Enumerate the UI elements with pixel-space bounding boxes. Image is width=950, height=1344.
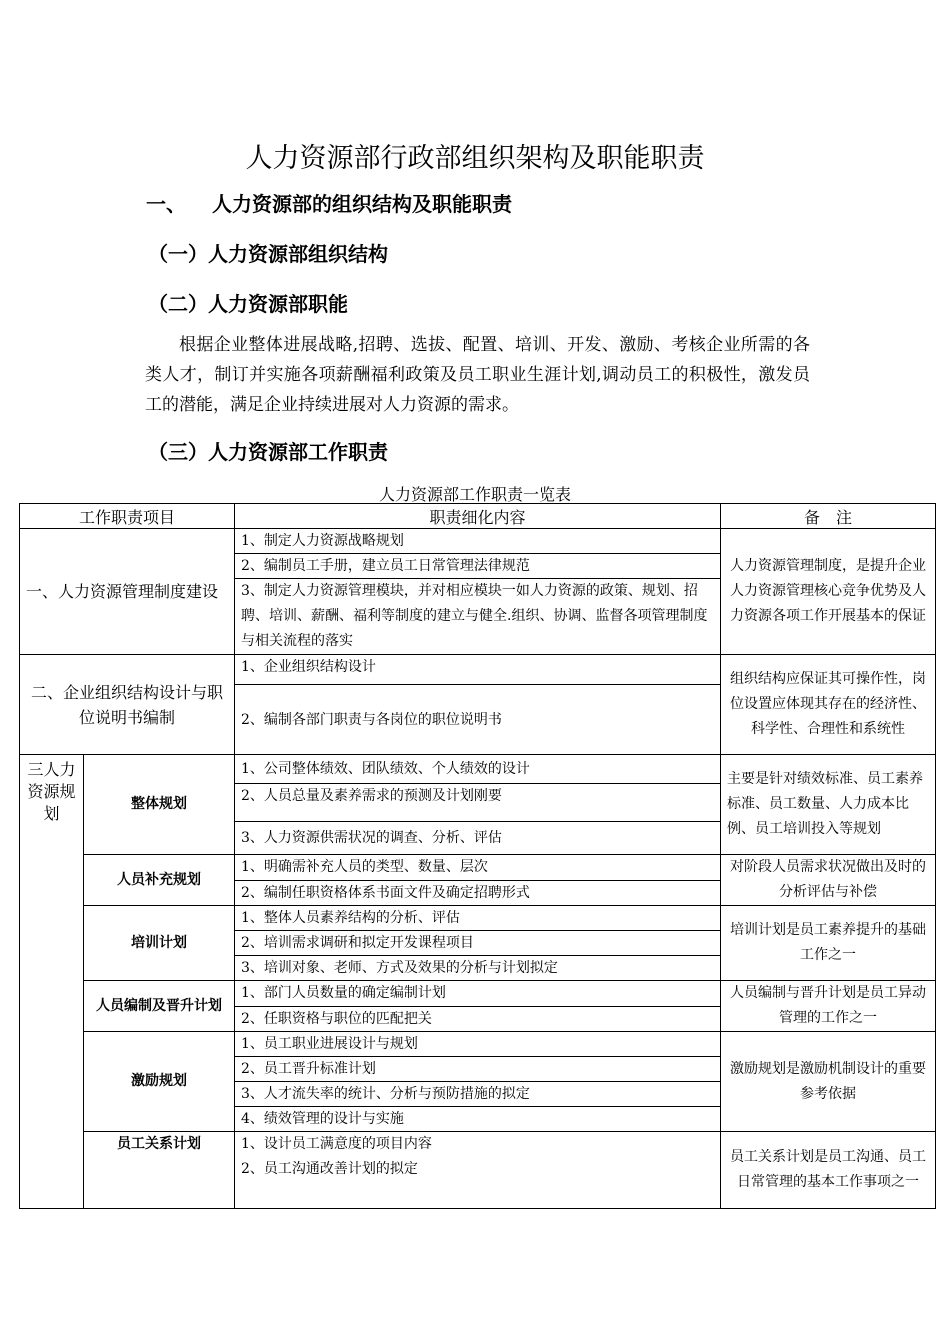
note-cell: 激励规划是激励机制设计的重要参考依据 xyxy=(721,1032,936,1132)
table-row xyxy=(20,906,936,931)
duty-cell: 1、制定人力资源战略规划 xyxy=(235,529,721,554)
page-title: 人力资源部行政部组织架构及职能职责 xyxy=(245,143,705,174)
table-header-row xyxy=(20,504,936,529)
header-item: 工作职责项目 xyxy=(20,504,235,529)
table-row xyxy=(20,655,936,685)
duty-cell: 3、人才流失率的统计、分析与预防措施的拟定 xyxy=(235,1082,721,1107)
subheading-structure: （一）人力资源部组织结构 xyxy=(148,242,388,266)
table-row xyxy=(20,529,936,554)
group-name: 人员补充规划 xyxy=(84,855,235,906)
duty-cell: 2、编制任职资格体系书面文件及确定招聘形式 xyxy=(235,880,721,906)
duty-cell: 2、员工晋升标准计划 xyxy=(235,1057,721,1082)
note-cell: 培训计划是员工素养提升的基础工作之一 xyxy=(721,906,936,981)
duty-line: 2、员工沟通改善计划的拟定 xyxy=(241,1161,418,1177)
duty-cell: 3、培训对象、老师、方式及效果的分析与计划拟定 xyxy=(235,956,721,981)
group-name: 整体规划 xyxy=(84,755,235,855)
category-1-name: 一、人力资源管理制度建设 xyxy=(20,529,235,655)
duty-cell: 2、任职资格与职位的匹配把关 xyxy=(235,1006,721,1032)
functions-paragraph: 根据企业整体进展战略,招聘、选拔、配置、培训、开发、激励、考核企业所需的各类人才，制订并实施各项薪酬福利政策及员工职业生涯计划,调动员工的积极性，激发员工的潜能，满足企业持续进展对人力资源的需求。 xyxy=(145,335,810,415)
table-row xyxy=(20,1032,936,1057)
duty-cell: 4、绩效管理的设计与实施 xyxy=(235,1107,721,1132)
category-3-name: 三人力资源规划 xyxy=(20,755,84,1209)
duty-cell: 1、公司整体绩效、团队绩效、个人绩效的设计 xyxy=(235,755,721,784)
duty-cell: 2、培训需求调研和拟定开发课程项目 xyxy=(235,931,721,956)
duty-cell: 1、整体人员素养结构的分析、评估 xyxy=(235,906,721,931)
subheading-duties: （三）人力资源部工作职责 xyxy=(148,440,388,464)
section-heading-1 xyxy=(146,188,512,217)
group-name: 培训计划 xyxy=(84,906,235,981)
note-cell: 人力资源管理制度，是提升企业人力资源管理核心竞争优势及人力资源各项工作开展基本的保证 xyxy=(721,529,936,655)
note-cell: 员工关系计划是员工沟通、员工日常管理的基本工作事项之一 xyxy=(721,1132,936,1209)
duty-cell: 1、部门人员数量的确定编制计划 xyxy=(235,981,721,1007)
duty-cell: 3、人力资源供需状况的调查、分析、评估 xyxy=(235,822,721,855)
header-content: 职责细化内容 xyxy=(235,504,721,529)
duty-cell: 1、企业组织结构设计 xyxy=(235,655,721,685)
duty-cell: 2、人员总量及素养需求的预测及计划刚要 xyxy=(235,784,721,822)
note-cell: 组织结构应保证其可操作性，岗位设置应体现其存在的经济性、科学性、合理性和系统性 xyxy=(721,655,936,755)
duty-cell: 1、明确需补充人员的类型、数量、层次 xyxy=(235,855,721,881)
category-2-name: 二、企业组织结构设计与职位说明书编制 xyxy=(20,655,235,755)
header-notes: 备 注 xyxy=(721,504,936,529)
section-number: 一、 xyxy=(146,192,186,216)
duty-cell: 2、编制各部门职责与各岗位的职位说明书 xyxy=(235,685,721,755)
table-row xyxy=(20,1132,936,1209)
note-cell: 对阶段人员需求状况做出及时的分析评估与补偿 xyxy=(721,855,936,906)
duty-cell: 1、员工职业进展设计与规划 xyxy=(235,1032,721,1057)
table-row xyxy=(20,981,936,1007)
table-row xyxy=(20,855,936,881)
duty-cell: 3、制定人力资源管理模块，并对相应模块一如人力资源的政策、规划、招聘、培训、薪酬、福利等制度的建立与健全.组织、协调、监督各项管理制度与相关流程的落实 xyxy=(235,579,721,655)
section-title: 人力资源部的组织结构及职能职责 xyxy=(212,192,512,216)
duty-cell xyxy=(235,1132,721,1209)
group-name: 员工关系计划 xyxy=(84,1132,235,1209)
duty-line: 1、设计员工满意度的项目内容 xyxy=(241,1136,432,1152)
duty-cell: 2、编制员工手册，建立员工日常管理法律规范 xyxy=(235,554,721,579)
duties-table xyxy=(19,503,936,1209)
table-caption: 人力资源部工作职责一览表 xyxy=(378,485,571,504)
group-name: 激励规划 xyxy=(84,1032,235,1132)
subheading-functions: （二）人力资源部职能 xyxy=(148,292,348,316)
table-row xyxy=(20,755,936,784)
note-cell: 人员编制与晋升计划是员工异动管理的工作之一 xyxy=(721,981,936,1032)
group-name: 人员编制及晋升计划 xyxy=(84,981,235,1032)
note-cell: 主要是针对绩效标准、员工素养标准、员工数量、人力成本比例、员工培训投入等规划 xyxy=(721,755,936,855)
